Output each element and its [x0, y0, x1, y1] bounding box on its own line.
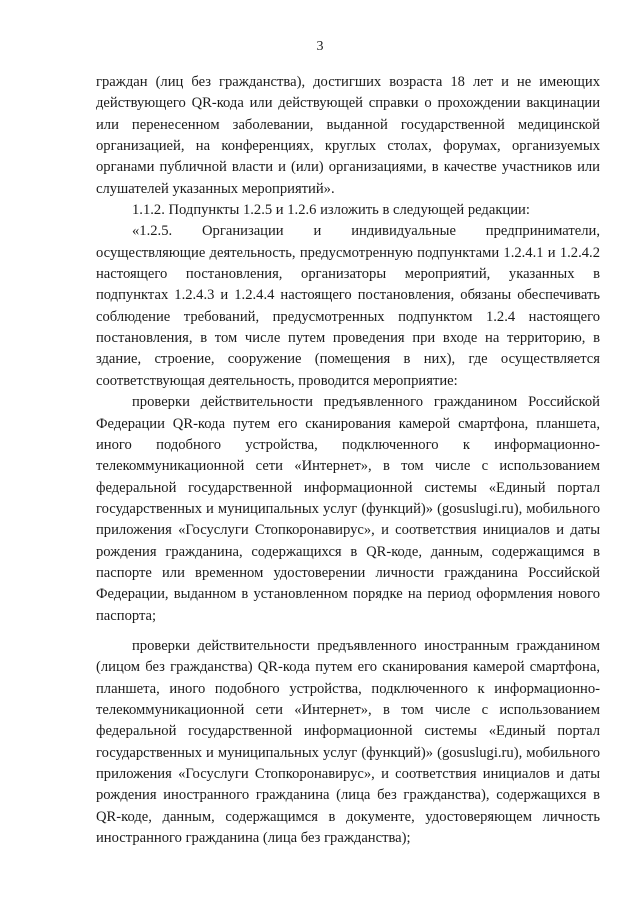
paragraph-continuation: граждан (лиц без гражданства), достигших возраста 18 лет и не имеющих действующего QR-кода или действующей справки о прохождении вакцинации или перенесенном заболевании, выданной государственной медицинской организацией, на конференциях, круглых столах, форумах, организуемых органами публичной власти и (или) организациями, в качестве участников или слушателей указанных мероприятий». [96, 74, 600, 197]
paragraph-subclause-1-2-5: «1.2.5. Организации и индивидуальные предприниматели, осуществляющие деятельность, предусмотренную подпунктами 1.2.4.1 и 1.2.4.2 настоящего постановления, организаторы мероприятий, указанных в подпунктах 1.2.4.3 и 1.2.4.4 настоящего постановления, обязаны обеспечивать соблюдение требований, предусмотренных подпунктом 1.2.4 настоящего постановления, в том числе путем проведения при входе на территорию, в здание, строение, сооружение (помещения в них), где осуществляется соответствующая деятельность, проводится мероприятие: [96, 223, 600, 389]
document-body [96, 72, 600, 849]
paragraph-check-russian-citizen: проверки действительности предъявленного гражданином Российской Федерации QR-кода путем его сканирования камерой смартфона, планшета, иного подобного устройства, подключенного к информационно-телекоммуникационной сети «Интернет», в том числе с использованием федеральной государственной информационной системы «Единый портал государственных и муниципальных услуг (функций)» (gosuslugi.ru), мобильного приложения «Госуслуги Стопкоронавирус», и соответствия инициалов и даты рождения гражданина, содержащихся в QR-коде, данным, содержащимся в паспорте или временном удостоверении личности гражданина Российской Федерации, выданном в установленном порядке на период оформления нового паспорта; [96, 394, 600, 624]
paragraph-check-foreign-citizen: проверки действительности предъявленного иностранным гражданином (лицом без гражданства) QR-кода путем его сканирования камерой смартфона, планшета, иного подобного устройства, подключенного к информационно-телекоммуникационной сети «Интернет», в том числе с использованием федеральной государственной информационной системы «Единый портал государственных и муниципальных услуг (функций)» (gosuslugi.ru), мобильного приложения «Госуслуги Стопкоронавирус», и соответствия инициалов и даты рождения иностранного гражданина (лица без гражданства), содержащихся в QR-коде, данным, содержащимся в документе, удостоверяющем личность иностранного гражданина (лица без гражданства); [96, 637, 600, 847]
paragraph-gap [96, 627, 600, 636]
page-number: 3 [316, 39, 324, 54]
paragraph-subclause-1-1-2: 1.1.2. Подпункты 1.2.5 и 1.2.6 изложить в следующей редакции: [132, 202, 530, 219]
